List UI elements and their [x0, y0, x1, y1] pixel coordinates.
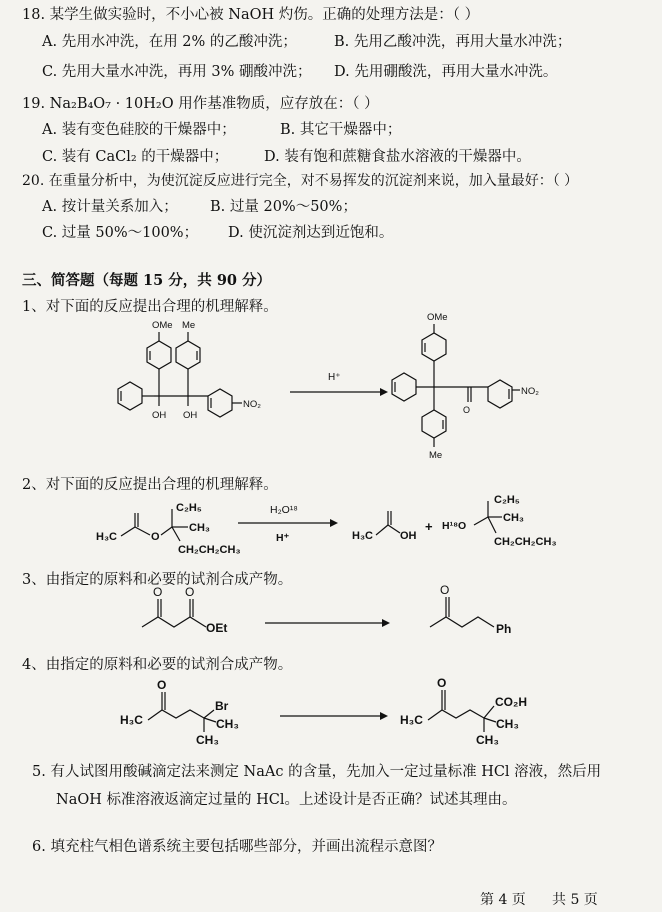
- r2-oh-label: OH: [400, 530, 417, 542]
- r1-reagent: H⁺: [328, 372, 341, 383]
- r4-start-skeleton: [148, 710, 204, 720]
- r4-co2h-label: CO₂H: [495, 695, 527, 709]
- r2-propyl-label-left: CH₂CH₂CH₃: [178, 544, 241, 556]
- r1-oh-label-left: OH: [152, 410, 167, 421]
- q20-option-d: D. 使沉淀剂达到近饱和。: [228, 225, 394, 241]
- q20-stem: 20. 在重量分析中，为使沉淀反应进行完全，对不易挥发的沉淀剂来说，加入量最好：（ ）: [22, 173, 579, 189]
- r2-reagent-bottom: H⁺: [276, 532, 290, 544]
- r1-product-nitrophenyl-ring: [488, 380, 512, 408]
- reaction-3-diagram: [130, 583, 550, 645]
- page-number: 第 4 页: [480, 892, 526, 908]
- q19-option-d: D. 装有饱和蔗糖食盐水溶液的干燥器中。: [264, 149, 531, 165]
- r3-product-o: O: [440, 583, 450, 597]
- page-total: 共 5 页: [552, 892, 598, 908]
- r3-product-skeleton: [430, 617, 494, 627]
- r2-reagent-top: H₂O¹⁸: [270, 504, 298, 516]
- reaction-2-diagram: [90, 495, 590, 563]
- r3-acetoacetate-skeleton: [142, 617, 206, 627]
- r1-oh-label-right: OH: [183, 410, 198, 421]
- q20-option-b: B. 过量 20%～50%；: [210, 199, 357, 215]
- q6-prompt: 6. 填充柱气相色谱系统主要包括哪些部分，并画出流程示意图？: [32, 839, 442, 855]
- r3-oet-label: OEt: [206, 621, 228, 635]
- r2-ch3-label-left: CH₃: [189, 522, 210, 534]
- r2-plus: +: [425, 519, 433, 534]
- r1-ome-label-left: OMe: [152, 320, 173, 331]
- r4-br-label: Br: [215, 699, 229, 713]
- q18-option-c: C. 先用大量水冲洗，再用 3% 硼酸冲洗；: [42, 64, 312, 80]
- r4-ketone-o: O: [157, 678, 167, 692]
- r4-ch3-label-a: CH₃: [216, 717, 239, 731]
- q19-option-b: B. 其它干燥器中；: [280, 122, 402, 138]
- r4-product-ch3-label-b: CH₃: [476, 733, 499, 747]
- r2-h3c-label-product: H₃C: [352, 530, 373, 542]
- q18-option-a: A. 先用水冲洗，在用 2% 的乙酸冲洗；: [42, 34, 297, 50]
- reaction-4-diagram: [110, 668, 580, 748]
- r2-ch3-label-right: CH₃: [503, 512, 524, 524]
- r2-c2h5-label-right: C₂H₅: [494, 495, 520, 506]
- r1-product-tolyl-ring: [422, 410, 446, 438]
- r1-me-label-left: Me: [182, 320, 196, 331]
- q5-prompt-line1: 5. 有人试图用酸碱滴定法来测定 NaAc 的含量，先加入一定过量标准 HCl 溶液，然后用: [32, 764, 602, 780]
- r1-nitrophenyl-ring: [208, 389, 232, 417]
- r1-anisyl-ring: [147, 341, 171, 369]
- r1-tolyl-ring: [176, 341, 200, 369]
- r4-h3c-label: H₃C: [120, 713, 143, 727]
- r1-product-anisyl-ring: [422, 333, 446, 361]
- r2-c2h5-label-left: C₂H₅: [176, 502, 202, 514]
- q5-prompt-line2: NaOH 标准溶液返滴定过量的 HCl。上述设计是否正确？试述其理由。: [56, 792, 517, 808]
- q3-prompt: 3、由指定的原料和必要的试剂合成产物。: [22, 572, 293, 588]
- r1-no2-label-left: NO₂: [243, 399, 261, 410]
- r1-ome-label-product: OMe: [427, 312, 448, 323]
- r1-carbonyl-o: O: [463, 405, 471, 415]
- r4-product-ch3-label-a: CH₃: [496, 717, 519, 731]
- r4-product-skeleton: [428, 710, 484, 720]
- r3-ester-carbonyl-o: O: [185, 585, 195, 599]
- reaction-1-diagram: [90, 310, 650, 470]
- q1-prompt: 1、对下面的反应提出合理的机理解释。: [22, 299, 278, 315]
- q19-option-c: C. 装有 CaCl₂ 的干燥器中；: [42, 149, 229, 165]
- r1-phenyl-ring: [118, 382, 142, 410]
- r1-no2-label-product: NO₂: [521, 386, 539, 397]
- r2-h18o-label: H¹⁸O: [442, 520, 467, 532]
- r4-product-h3c-label: H₃C: [400, 713, 423, 727]
- r2-h3c-label: H₃C: [96, 531, 117, 543]
- q18-stem: 18. 某学生做实验时，不小心被 NaOH 灼伤。正确的处理方法是：（ ）: [22, 7, 480, 23]
- q18-option-d: D. 先用硼酸洗，再用大量水冲洗。: [334, 64, 558, 80]
- section3-title: 三、简答题（每题 15 分，共 90 分）: [22, 272, 272, 289]
- q2-prompt: 2、对下面的反应提出合理的机理解释。: [22, 477, 278, 493]
- q19-stem: 19. Na₂B₄O₇ · 10H₂O 用作基准物质，应存放在：（ ）: [22, 96, 379, 112]
- r3-ph-label: Ph: [496, 622, 512, 636]
- r4-ch3-label-b: CH₃: [196, 733, 219, 747]
- q20-option-a: A. 按计量关系加入；: [42, 199, 178, 215]
- q20-option-c: C. 过量 50%～100%；: [42, 225, 199, 241]
- r1-product-phenyl-ring: [392, 373, 416, 401]
- r1-me-label-product: Me: [429, 450, 443, 461]
- r4-product-ketone-o: O: [437, 676, 447, 690]
- r2-propyl-label-right: CH₂CH₂CH₃: [494, 536, 557, 548]
- q4-prompt: 4、由指定的原料和必要的试剂合成产物。: [22, 657, 293, 673]
- r2-ester-o: O: [151, 531, 160, 543]
- r3-ketone-o: O: [153, 585, 163, 599]
- q18-option-b: B. 先用乙酸冲洗，再用大量水冲洗；: [334, 34, 572, 50]
- q19-option-a: A. 装有变色硅胶的干燥器中；: [42, 122, 236, 138]
